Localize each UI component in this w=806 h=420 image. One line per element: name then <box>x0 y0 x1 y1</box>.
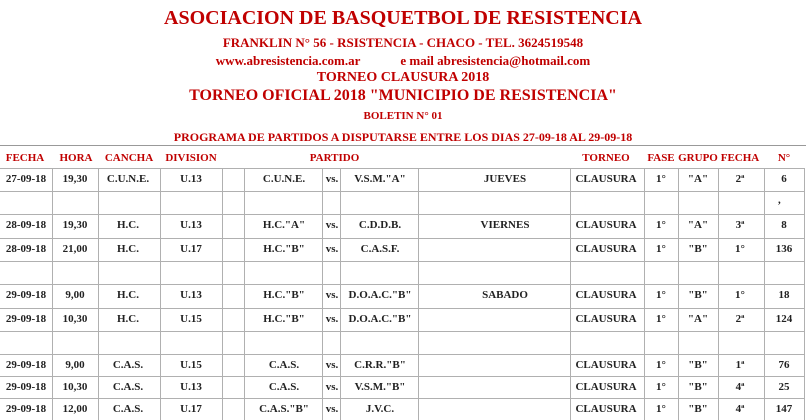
cell-local: H.C."B" <box>263 313 305 325</box>
cell-division: U.15 <box>180 359 202 371</box>
cell-dia <box>440 239 570 260</box>
cell-cancha: C.A.S. <box>112 381 144 393</box>
cell-vs: vs. <box>325 173 339 185</box>
col-header-hora: HORA <box>59 152 93 164</box>
cell-dia: SABADO <box>482 289 528 301</box>
cell-division: U.13 <box>180 381 202 393</box>
cell-local: C.A.S."B" <box>259 403 309 415</box>
cell-fecha: 29-09-18 <box>5 403 47 415</box>
cell-fase: 1° <box>656 289 666 301</box>
cell-visitante: D.O.A.C."B" <box>348 313 412 325</box>
grid-line <box>644 168 645 420</box>
cell-fecha: 29-09-18 <box>5 381 47 393</box>
cell-numero: 124 <box>775 313 793 325</box>
col-header-fase: FASE <box>647 152 675 164</box>
cell-cancha: H.C. <box>117 219 139 231</box>
cell-torneo: CLAUSURA <box>575 173 637 185</box>
table-row <box>0 285 806 306</box>
cell-dia: VIERNES <box>480 219 530 231</box>
grid-line <box>244 168 245 420</box>
cell-torneo: CLAUSURA <box>575 381 637 393</box>
bulletin-number: BOLETIN N° 01 <box>363 110 443 122</box>
association-title: ASOCIACION DE BASQUETBOL DE RESISTENCIA <box>164 7 642 29</box>
cell-cancha: C.A.S. <box>112 359 144 371</box>
cell-hora: 9,00 <box>65 359 85 371</box>
cell-numero: 6 <box>781 173 787 185</box>
cell-numero: 76 <box>778 359 790 371</box>
cell-dia <box>440 355 570 376</box>
cell-cancha: H.C. <box>117 313 139 325</box>
tournament-title: TORNEO CLAUSURA 2018 <box>316 70 490 85</box>
cell-fecha-n: 1° <box>735 243 745 255</box>
cell-torneo: CLAUSURA <box>575 219 637 231</box>
cell-torneo: CLAUSURA <box>575 243 637 255</box>
cell-fecha: 29-09-18 <box>5 359 47 371</box>
program-heading: PROGRAMA DE PARTIDOS A DISPUTARSE ENTRE LOS DIAS 27-09-18 AL 29-09-18 <box>173 130 633 144</box>
grid-line <box>98 168 99 420</box>
grid-line <box>0 376 805 377</box>
cell-visitante: V.S.M."B" <box>354 381 406 393</box>
table-row <box>0 377 806 398</box>
cell-division: U.13 <box>180 219 202 231</box>
cell-fase: 1° <box>656 243 666 255</box>
cell-torneo: CLAUSURA <box>575 313 637 325</box>
cell-vs: vs. <box>325 359 339 371</box>
cell-fecha-n: 2ª <box>735 173 745 185</box>
contact-line <box>0 53 806 68</box>
grid-line <box>570 168 571 420</box>
grid-line <box>52 168 53 420</box>
cell-fecha: 27-09-18 <box>5 173 47 185</box>
col-header-numero: N° <box>777 152 791 164</box>
table-row <box>0 355 806 376</box>
grid-line <box>0 168 805 169</box>
cell-local: H.C."B" <box>263 289 305 301</box>
cell-cancha: C.U.N.E. <box>106 173 150 185</box>
grid-line <box>0 214 805 215</box>
address-line: FRANKLIN N° 56 - RSISTENCIA - CHACO - TEL. 3624519548 <box>222 35 584 50</box>
table-row <box>0 309 806 330</box>
cell-fase: 1° <box>656 173 666 185</box>
grid-line <box>0 398 805 399</box>
cell-fase: 1° <box>656 381 666 393</box>
cell-local: H.C."A" <box>262 219 306 231</box>
cell-fase: 1° <box>656 219 666 231</box>
col-header-cancha: CANCHA <box>104 152 154 164</box>
cell-grupo: "B" <box>688 381 708 393</box>
cell-numero: 147 <box>775 403 793 415</box>
cell-vs: vs. <box>325 289 339 301</box>
cell-local: H.C."B" <box>263 243 305 255</box>
cell-fecha-n: 4ª <box>735 381 745 393</box>
cell-dia: JUEVES <box>483 173 527 185</box>
cell-division: U.13 <box>180 289 202 301</box>
cell-hora: 12,00 <box>62 403 88 415</box>
grid-line <box>418 168 419 420</box>
cell-fecha: 28-09-18 <box>5 219 47 231</box>
cell-dia <box>440 377 570 398</box>
cell-vs: vs. <box>325 381 339 393</box>
col-header-torneo: TORNEO <box>582 152 630 164</box>
cell-local: C.A.S. <box>268 381 300 393</box>
website-link[interactable]: www.abresistencia.com.ar <box>215 53 361 68</box>
grid-line <box>0 261 805 262</box>
cell-visitante: J.V.C. <box>365 403 395 415</box>
grid-line <box>0 354 805 355</box>
cell-fecha-n: 1ª <box>735 359 745 371</box>
cell-torneo: CLAUSURA <box>575 359 637 371</box>
cell-grupo: "B" <box>688 289 708 301</box>
cell-cancha: H.C. <box>117 289 139 301</box>
grid-line <box>322 168 323 420</box>
cell-vs: vs. <box>325 219 339 231</box>
cell-torneo: CLAUSURA <box>575 289 637 301</box>
grid-line <box>0 284 805 285</box>
cell-division: U.17 <box>180 403 202 415</box>
grid-line <box>804 168 805 420</box>
table-top-border <box>0 145 806 146</box>
col-header-division: DIVISION <box>165 152 217 164</box>
cell-grupo: "A" <box>687 219 709 231</box>
cell-fase: 1° <box>656 403 666 415</box>
cell-fecha: 28-09-18 <box>5 243 47 255</box>
cell-hora: 21,00 <box>62 243 88 255</box>
cell-visitante: C.D.D.B. <box>358 219 402 231</box>
cell-vs: vs. <box>325 403 339 415</box>
col-header-fecha: FECHA <box>5 152 45 164</box>
cell-hora: 10,30 <box>62 381 88 393</box>
cell-numero: 25 <box>778 381 790 393</box>
stray-mark: , <box>778 194 781 206</box>
cell-cancha: C.A.S. <box>112 403 144 415</box>
col-header-grupo: GRUPO <box>678 152 718 164</box>
grid-line <box>718 168 719 420</box>
cell-fase: 1° <box>656 313 666 325</box>
grid-line <box>160 168 161 420</box>
grid-line <box>764 168 765 420</box>
grid-line <box>0 308 805 309</box>
cell-local: C.U.N.E. <box>262 173 306 185</box>
cell-hora: 9,00 <box>65 289 85 301</box>
cell-division: U.13 <box>180 173 202 185</box>
email-text: e mail abresistencia@hotmail.com <box>400 53 591 68</box>
table-row <box>0 215 806 236</box>
cell-visitante: C.R.R."B" <box>354 359 406 371</box>
cell-division: U.15 <box>180 313 202 325</box>
table-row <box>0 239 806 260</box>
cell-fecha-n: 2ª <box>735 313 745 325</box>
cell-fecha-n: 1° <box>735 289 745 301</box>
grid-line <box>0 331 805 332</box>
cell-numero: 136 <box>775 243 793 255</box>
cell-fecha: 29-09-18 <box>5 289 47 301</box>
table-row <box>0 399 806 420</box>
grid-line <box>678 168 679 420</box>
cell-visitante: V.S.M."A" <box>354 173 406 185</box>
cell-fecha-n: 3ª <box>735 219 745 231</box>
grid-line <box>340 168 341 420</box>
cell-local: C.A.S. <box>268 359 300 371</box>
cell-fecha: 29-09-18 <box>5 313 47 325</box>
grid-line <box>0 191 805 192</box>
cell-fecha-n: 4ª <box>735 403 745 415</box>
col-header-partido: PARTIDO <box>309 152 360 164</box>
cell-fase: 1° <box>656 359 666 371</box>
cell-grupo: "B" <box>688 243 708 255</box>
cell-cancha: H.C. <box>117 243 139 255</box>
cell-vs: vs. <box>325 313 339 325</box>
cell-numero: 18 <box>778 289 790 301</box>
cell-dia <box>440 309 570 330</box>
cell-grupo: "A" <box>687 313 709 325</box>
grid-line <box>222 168 223 420</box>
cell-dia <box>440 399 570 420</box>
table-row <box>0 169 806 190</box>
cell-grupo: "B" <box>688 403 708 415</box>
cell-visitante: D.O.A.C."B" <box>348 289 412 301</box>
grid-line <box>0 238 805 239</box>
cell-grupo: "A" <box>687 173 709 185</box>
cell-numero: 8 <box>781 219 787 231</box>
cell-hora: 19,30 <box>62 219 88 231</box>
col-header-fecha-numero: FECHA <box>720 152 760 164</box>
cell-division: U.17 <box>180 243 202 255</box>
official-tournament-title: TORNEO OFICIAL 2018 "MUNICIPIO DE RESISTENCIA" <box>189 87 617 104</box>
cell-visitante: C.A.S.F. <box>360 243 400 255</box>
cell-grupo: "B" <box>688 359 708 371</box>
cell-hora: 19,30 <box>62 173 88 185</box>
cell-hora: 10,30 <box>62 313 88 325</box>
cell-vs: vs. <box>325 243 339 255</box>
cell-torneo: CLAUSURA <box>575 403 637 415</box>
